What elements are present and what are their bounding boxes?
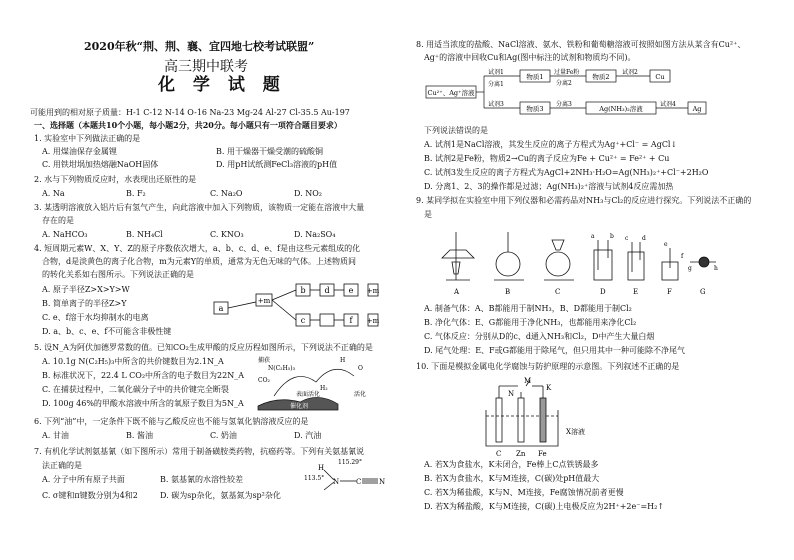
node-substance-3: 物质3: [526, 105, 544, 113]
option-9d: D. 尾气处理：E、F或G都能用于除尾气，但只用其中一种可能除不净尾气: [424, 346, 685, 355]
label-a: A: [454, 288, 460, 296]
option-8c: C. 试剂3发生反应的离子方程式为AgCl+2NH₃·H₂O=Ag(NH₃)₂⁺+Cl⁻+2H₂O: [424, 168, 709, 177]
label-surface-activation: 表面活化: [296, 391, 321, 398]
label-x-solution: X溶液: [566, 428, 585, 436]
atom-h1: H: [318, 464, 325, 472]
node-e: e: [348, 286, 354, 295]
option-8d: D. 分离1、2、3的操作都是过滤；Ag(NH₃)₂⁺溶液与试剂4反应需加热: [424, 182, 674, 191]
node-b: b: [300, 286, 306, 295]
label-separation-3: 分离3: [556, 101, 572, 108]
question-8: 8. 用适当浓度的盐酸、NaCl溶液、氨水、铁粉和葡萄糖溶液可按照如图方法从某含有Cu²⁺、: [416, 40, 746, 49]
label-reagent-3: 试剂3: [488, 101, 504, 108]
label-reagent-1: 试剂1: [488, 69, 504, 76]
label-reagent-4: 试剂4: [660, 101, 676, 108]
question-6: 6. 下列“油”中，一定条件下既不能与乙酸反应也不能与氢氧化钠溶液反应的是: [34, 417, 309, 426]
option-6c: C. 奶油: [210, 431, 237, 440]
angle-label-1: 115.29°: [338, 459, 362, 466]
question-9: 9. 某同学拟在实验室中用下列仪器和必需药品对NH₃与Cl₂的反应进行探究。下列说法不正确的: [416, 196, 752, 205]
q7-cyanamide-structure: [304, 456, 390, 498]
option-2a: A. Na: [42, 189, 65, 198]
option-5c: C. 在捕获过程中，二氧化碳分子中的共价键完全断裂: [42, 385, 229, 394]
port-e: e: [664, 241, 668, 248]
label-triethylamine: N(C₂H₅)₃: [268, 365, 295, 372]
port-f: f: [681, 253, 684, 260]
question-3: 3. 某透明溶液放入铝片后有氢气产生，向此溶液中加入下列物质，该物质一定能在溶液中大量: [34, 203, 365, 212]
option-7b: B. 氨基氰的水溶性较差: [160, 475, 243, 484]
node-silver-ammonia: Ag(NH₃)₂溶液: [599, 105, 643, 113]
option-10d: D. 若X为稀盐酸，K与M连接，C(碳)上电极反应为2H⁺+2e⁻=H₂↑: [424, 502, 665, 511]
label-activation: 活化: [354, 391, 367, 398]
port-h: h: [714, 265, 718, 272]
option-9b: B. 净化气体：E、G都能用于净化NH₃，也都能用来净化Cl₂: [424, 318, 637, 327]
node-a: a: [218, 304, 224, 313]
label-o: O: [358, 365, 363, 372]
atomic-masses: 可能用到的相对原子质量：H-1 C-12 N-14 O-16 Na-23 Mg-24 Al-27 Cl-35.5 Au-197: [30, 108, 350, 117]
option-4a: A. 原子半径Z>X>Y>W: [42, 285, 130, 294]
option-9a: A. 制备气体：A、B都能用于制NH₃，B、D都能用于制Cl₂: [424, 304, 632, 313]
option-7d: D. 碳为sp杂化，氨基氮为sp²杂化: [160, 491, 281, 500]
option-1d: D. 用pH试纸测FeCl₃溶液的pH值: [216, 160, 338, 169]
question-4-line2: 合物，d是淡黄色的离子化合物，m为元素Y的单质，通常为无色无味的气体。上述物质间: [42, 257, 356, 266]
atom-n2: N: [379, 478, 386, 486]
label-e: E: [633, 288, 639, 296]
question-1: 1. 实验室中下列做法正确的是: [34, 134, 141, 143]
switch-m: M: [524, 377, 532, 385]
option-7a: A. 分子中所有原子共面: [42, 475, 125, 484]
switch-n: N: [508, 390, 515, 398]
q5-reaction-diagram: [254, 352, 380, 414]
label-f: F: [667, 288, 672, 296]
node-ag: Ag: [692, 105, 702, 113]
label-reagent-2: 试剂2: [622, 69, 638, 76]
question-3-cont: 存在的是: [42, 216, 74, 225]
option-4b: B. 简单离子的半径Z>Y: [42, 299, 127, 308]
option-6d: D. 汽油: [294, 431, 322, 440]
option-5d: D. 100g 46%的甲酸水溶液中所含的氧原子数目为5N_A: [42, 399, 244, 408]
node-plus-m-3: +m: [366, 317, 380, 325]
question-8-cont: Ag⁺的溶液中回收Cu和Ag(图中标注的试剂和物质均不同)。: [424, 53, 636, 62]
question-4: 4. 短周期元素W、X、Y、Z的原子序数依次增大，a、b、c、d、e、f是由这些元素组成的化: [34, 244, 361, 253]
question-7: 7. 有机化学试剂氨基氰（如下图所示）常用于制备磺胺类药物，抗癌药等。下列有关氨基氰说: [34, 447, 365, 456]
option-8a: A. 试剂1是NaCl溶液，其发生反应的离子方程式为Ag⁺+Cl⁻ = AgCl↓: [424, 140, 678, 149]
q10-electrochem-diagram: [478, 376, 628, 458]
question-8-prompt: 下列说法错误的是: [424, 126, 488, 135]
q9-apparatus-diagram: [434, 222, 720, 300]
question-5: 5. 设N_A为阿伏加德罗常数的值。已知CO₂生成甲酸的反应历程如图所示，下列说法不正确的是: [34, 343, 373, 352]
label-h: H: [340, 357, 346, 364]
label-separation-1: 分离1: [488, 81, 504, 88]
atom-n1: N: [333, 478, 340, 486]
label-g: G: [700, 288, 706, 296]
option-5b: B. 标准状况下，22.4 L CO₂中所含的电子数目为22N_A: [42, 371, 245, 380]
question-4-line3: 的转化关系如右图所示。下列说法正确的是: [42, 270, 194, 279]
port-c: c: [625, 235, 629, 242]
node-f: f: [349, 316, 353, 325]
node-substance-1: 物质1: [526, 73, 544, 81]
option-4d: D. a、b、c、e、f不可能含非极性键: [42, 327, 172, 336]
option-10c: C. 若X为稀盐酸，K与N、M连接，Fe腐蚀情况前者更慢: [424, 488, 624, 497]
port-d: d: [642, 235, 646, 242]
question-2: 2. 水与下列物质反应时，水表现出还原性的是: [34, 175, 197, 184]
label-separation-2: 分离2: [556, 80, 572, 87]
question-7-cont: 法正确的是: [42, 461, 82, 470]
label-d: D: [600, 288, 606, 296]
option-6a: A. 甘油: [42, 431, 69, 440]
option-1b: B. 用干燥器干燥受潮的硫酸铜: [216, 147, 323, 156]
exam-subtitle: 高三期中联考: [164, 59, 248, 75]
angle-label-2: 113.5°: [304, 475, 325, 482]
label-co2: CO₂: [258, 377, 270, 384]
node-plus-m-1: +m: [257, 297, 271, 305]
option-5a: A. 10.1g N(C₂H₅)₃中所含的共价键数目为2.1N_A: [42, 357, 224, 366]
electrode-zn: Zn: [516, 450, 526, 458]
atom-c: C: [356, 478, 362, 486]
switch-k: K: [546, 384, 552, 392]
option-4c: C. e、f溶于水均抑制水的电离: [42, 313, 149, 322]
node-substance-2: 物质2: [592, 73, 610, 81]
node-plus-m-2: +m: [366, 287, 380, 295]
label-excess-fe: 过量Fe粉: [554, 69, 580, 76]
option-2d: D. NO₂: [294, 189, 322, 198]
option-10a: A. 若X为食盐水，K未闭合，Fe棒上C点铁锈最多: [424, 460, 599, 469]
option-2b: B. F₂: [126, 189, 146, 198]
electrode-c: C: [496, 450, 502, 458]
exam-title: 2020年秋“荆、荆、襄、宜四地七校考试联盟”: [84, 40, 315, 53]
option-7c: C. σ键和π键数分别为4和2: [42, 491, 138, 500]
option-6b: B. 酱油: [126, 431, 153, 440]
option-1a: A. 用煤油保存金属锂: [42, 147, 117, 156]
option-2c: C. Na₂O: [210, 189, 243, 198]
q8-flow-diagram: [424, 66, 714, 118]
label-catalyst: 催化剂: [290, 403, 309, 410]
option-1c: C. 用铁坩埚加热熔融NaOH固体: [42, 160, 159, 169]
option-10b: B. 若X为食盐水，K与M连接，C(碳)处pH值最大: [424, 474, 600, 483]
subject-title: 化 学 试 题: [158, 75, 286, 95]
label-b: B: [505, 288, 511, 296]
label-capture: 捕获: [258, 357, 271, 364]
port-g: g: [688, 265, 692, 272]
section-header: 一、选择题（本题共10个小题，每小题2分，共20分。每小题只有一项符合题目要求）: [34, 120, 342, 130]
port-b: b: [610, 233, 614, 240]
option-3d: D. Na₂SO₄: [294, 230, 336, 239]
q4-transform-diagram: [208, 280, 378, 340]
node-source-solution: Cu²⁺、Ag⁺溶液: [427, 89, 475, 97]
option-9c: C. 气体反应：分别从D的c、d通入NH₃和Cl₂，D中产生大量白烟: [424, 332, 655, 341]
option-3a: A. NaHCO₃: [42, 230, 88, 239]
option-8b: B. 试剂2是Fe粉，物质2→Cu的离子反应为Fe + Cu²⁺ = Fe²⁺ + Cu: [424, 154, 670, 163]
question-9-cont: 是: [424, 210, 432, 219]
question-10: 10. 下面是模拟金属电化学腐蚀与防护原理的示意图。下列叙述不正确的是: [416, 362, 680, 371]
label-h2: H₂: [320, 385, 328, 392]
label-c: C: [555, 288, 561, 296]
node-cu: Cu: [655, 73, 665, 81]
node-d: d: [324, 286, 330, 295]
option-3c: C. KNO₃: [210, 230, 244, 239]
port-a: a: [591, 233, 595, 240]
option-3b: B. NH₄Cl: [126, 230, 163, 239]
node-c: c: [300, 316, 306, 325]
electrode-fe: Fe: [538, 450, 547, 458]
